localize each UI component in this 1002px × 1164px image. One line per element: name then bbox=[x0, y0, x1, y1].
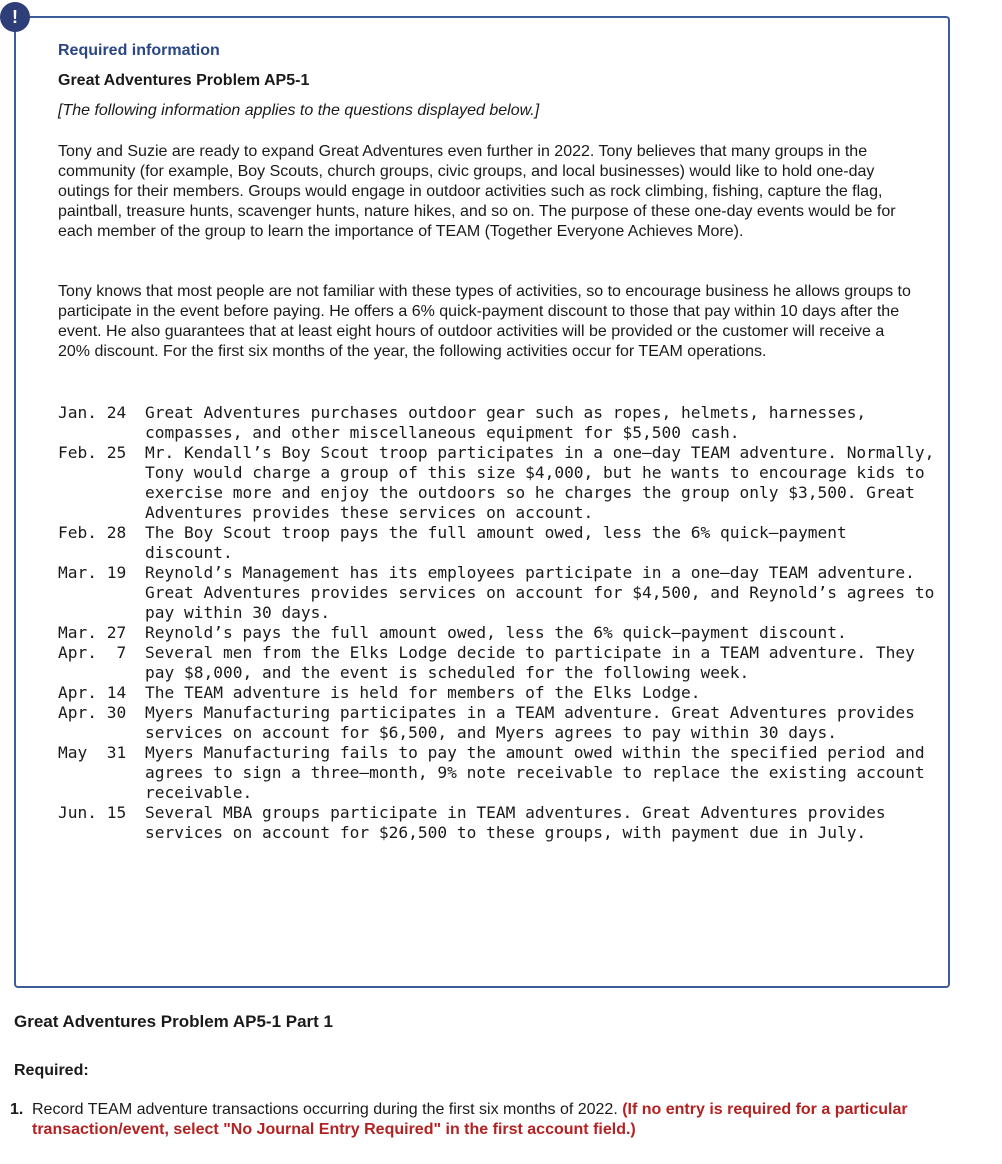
transaction-row bbox=[58, 743, 938, 803]
transaction-date: Jan. 24 bbox=[58, 403, 127, 422]
transaction-row bbox=[58, 563, 938, 623]
transaction-date: Apr. 14 bbox=[58, 683, 127, 702]
transaction-description: The TEAM adventure is held for members of the Elks Lodge. bbox=[145, 683, 701, 702]
transaction-date: Feb. 28 bbox=[58, 523, 127, 542]
part-title: Great Adventures Problem AP5-1 Part 1 bbox=[14, 1012, 334, 1031]
required-item-instruction: (If no entry is required for a particular transaction/event, select "No Journal Entry Required" in the first account field.) bbox=[32, 1101, 908, 1138]
transaction-date: Apr. 7 bbox=[58, 643, 127, 662]
applies-note: [The following information applies to the questions displayed below.] bbox=[58, 102, 540, 119]
transaction-row bbox=[58, 403, 938, 443]
problem-title: Great Adventures Problem AP5-1 bbox=[58, 72, 310, 89]
transaction-row bbox=[58, 643, 938, 683]
transaction-description: Several MBA groups participate in TEAM adventures. Great Adventures provides services on account for $26,500 to these groups, with payment due in July. bbox=[145, 803, 886, 842]
policy-paragraph: Tony knows that most people are not familiar with these types of activities, so to encourage business he allows groups to participate in the event before paying. He offers a 6% quick-payment discount to those that pay within 10 days after the event. He also guarantees that at least eight hours of outdoor activities will be provided or the customer will receive a 20% discount. For the first six months of the year, the following activities occur for TEAM operations. bbox=[58, 283, 911, 360]
required-item-number: 1. bbox=[10, 1101, 24, 1118]
transaction-date: May 31 bbox=[58, 743, 127, 762]
transaction-date: Jun. 15 bbox=[58, 803, 127, 822]
transaction-description: The Boy Scout troop pays the full amount owed, less the 6% quick–payment discount. bbox=[145, 523, 847, 562]
intro-paragraph: Tony and Suzie are ready to expand Great Adventures even further in 2022. Tony believes that many groups in the community (for example, Boy Scouts, church groups, civic groups, and local businesses) would like to hold one-day outings for their members. Groups would engage in outdoor activities such as rock climbing, fishing, capture the flag, paintball, treasure hunts, scavenger hunts, nature hikes, and so on. The purpose of these one-day events would be for each member of the group to learn the importance of TEAM (Together Everyone Achieves More). bbox=[58, 143, 896, 240]
transaction-date: Mar. 27 bbox=[58, 623, 127, 642]
transaction-row bbox=[58, 703, 938, 743]
required-item-text: Record TEAM adventure transactions occurring during the first six months of 2022. bbox=[32, 1101, 618, 1118]
transaction-row bbox=[58, 683, 938, 703]
transaction-date: Mar. 19 bbox=[58, 563, 127, 582]
transaction-description: Reynold’s Management has its employees participate in a one–day TEAM adventure. Great Adventures provides services on account for $4,500, and Reynold’s agrees to pay within 30 days. bbox=[145, 563, 935, 622]
required-item bbox=[10, 1100, 970, 1140]
transaction-list bbox=[58, 403, 938, 843]
required-label: Required: bbox=[14, 1062, 89, 1079]
required-information-heading: Required information bbox=[58, 42, 220, 59]
transaction-description: Reynold’s pays the full amount owed, less the 6% quick–payment discount. bbox=[145, 623, 847, 642]
transaction-row bbox=[58, 443, 938, 523]
transaction-row bbox=[58, 623, 938, 643]
transaction-date: Apr. 30 bbox=[58, 703, 127, 722]
transaction-description: Several men from the Elks Lodge decide to participate in a TEAM adventure. They pay $8,000, and the event is scheduled for the following week. bbox=[145, 643, 915, 682]
alert-icon: ! bbox=[0, 2, 30, 32]
transaction-description: Mr. Kendall’s Boy Scout troop participates in a one–day TEAM adventure. Normally, Tony would charge a group of this size $4,000, but he wants to encourage kids to exercise more and enjoy the outdoors so he charges the group only $3,500. Great Adventures provides these services on account. bbox=[145, 443, 935, 522]
transaction-row bbox=[58, 803, 938, 843]
transaction-row bbox=[58, 523, 938, 563]
transaction-description: Myers Manufacturing participates in a TEAM adventure. Great Adventures provides services on account for $6,500, and Myers agrees to pay within 30 days. bbox=[145, 703, 915, 742]
transaction-description: Myers Manufacturing fails to pay the amount owed within the specified period and agrees to sign a three–month, 9% note receivable to replace the existing account receivable. bbox=[145, 743, 925, 802]
transaction-date: Feb. 25 bbox=[58, 443, 127, 462]
transaction-description: Great Adventures purchases outdoor gear such as ropes, helmets, harnesses, compasses, and other miscellaneous equipment for $5,500 cash. bbox=[145, 403, 867, 442]
required-item-text-wrapper bbox=[32, 1100, 970, 1140]
